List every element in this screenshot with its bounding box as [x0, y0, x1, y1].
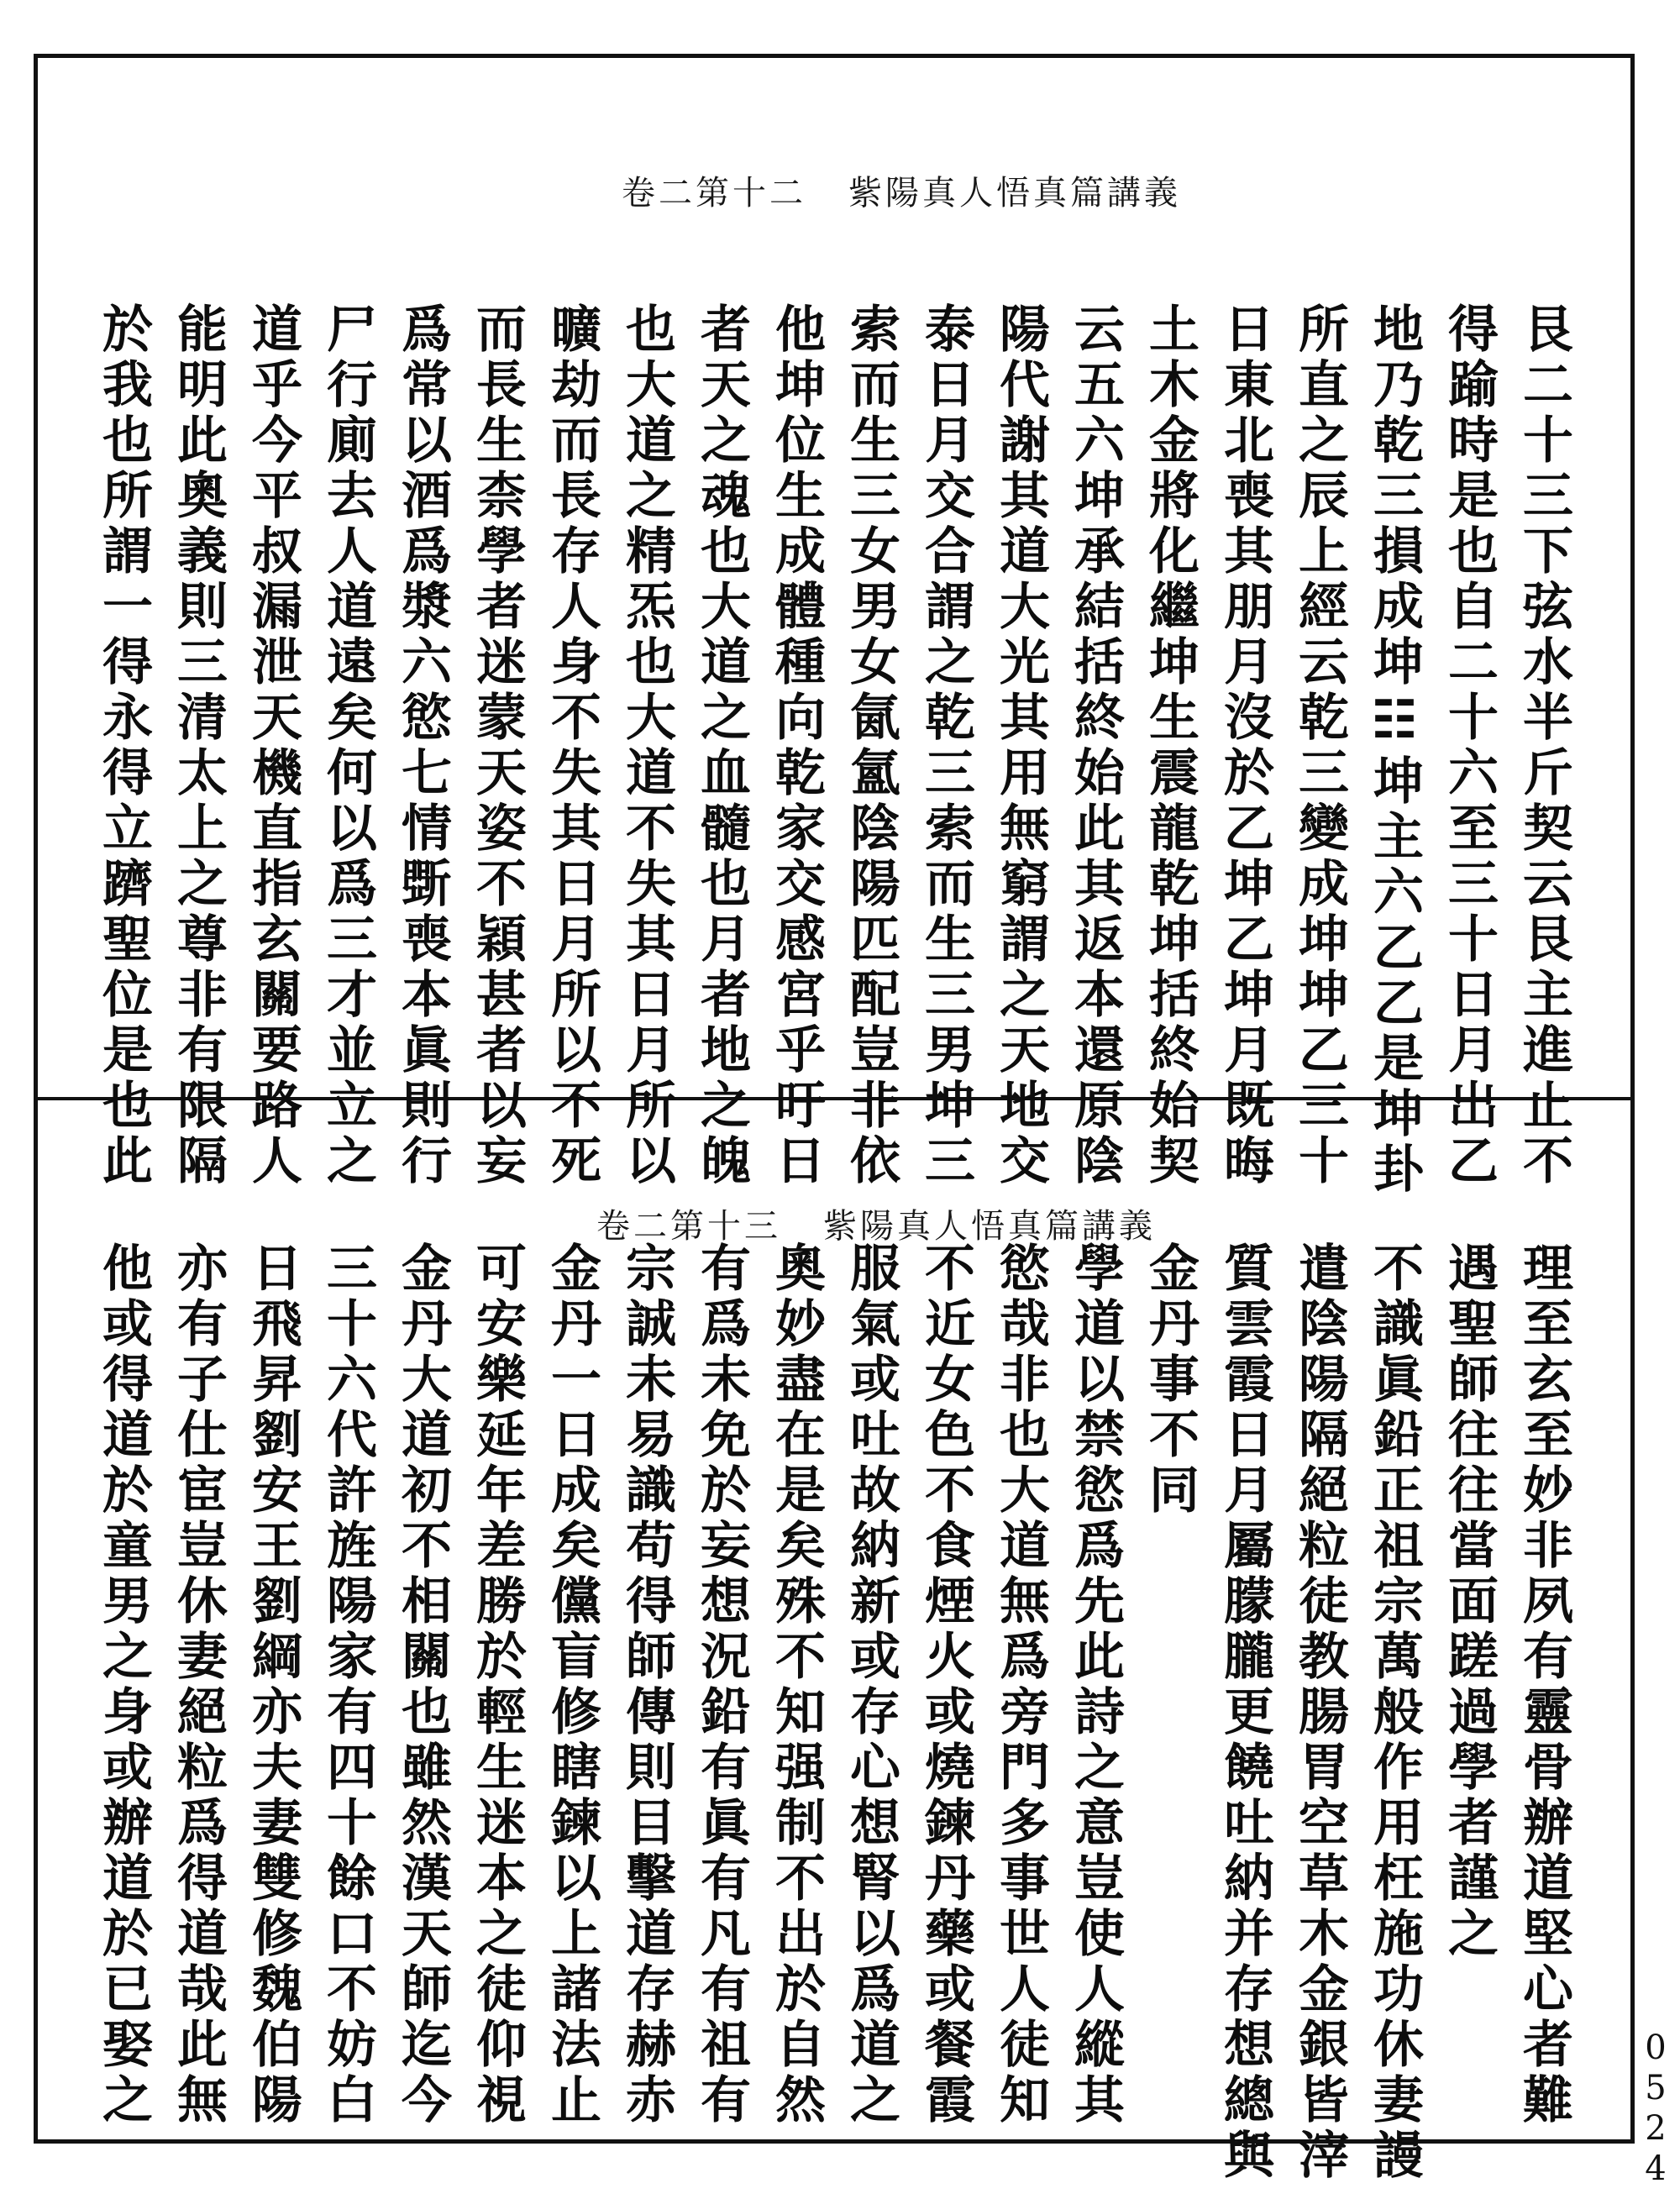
- text-column: 不識眞鉛正祖宗萬般作用枉施功休妻謾: [1365, 1241, 1424, 2184]
- text-column: 云五六坤承結括終始此其返本還原陰: [1066, 302, 1125, 1189]
- page-number: 0524: [1636, 2028, 1675, 2190]
- text-column: 而長生柰學者迷蒙天姿不穎甚者以妄: [468, 302, 527, 1189]
- text-column: 金丹大道初不相關也雖然漢天師迄今: [393, 1241, 452, 2128]
- text-column: 艮二十三下弦水半斤契云艮主進止不: [1515, 302, 1573, 1189]
- text-column: 奧妙盡在是矣殊不知强制不出於自然: [767, 1241, 826, 2128]
- text-column: 道乎今平叔漏泄天機直指玄關要路人: [244, 302, 302, 1189]
- text-column: 也大道之精炁也大道不失其日月所以: [617, 302, 676, 1189]
- bottom-header-title: 紫陽真人悟真篇講義: [823, 1207, 1156, 1246]
- text-column: 不近女色不食煙火或燒鍊丹藥或餐霞: [916, 1241, 975, 2128]
- text-column: 陽代謝其道大光其用無窮謂之天地交: [991, 302, 1050, 1189]
- text-column: 理至玄至妙非夙有靈骨辦道堅心者難: [1515, 1241, 1573, 2128]
- text-column: 者天之魂也大道之血髓也月者地之魄: [692, 302, 751, 1189]
- text-column: 金丹一日成矣儻盲修瞎鍊以上諸法止: [543, 1241, 601, 2128]
- text-column: 日東北喪其朋月沒於乙坤乙坤月既晦: [1215, 302, 1274, 1189]
- text-column: 尸行廁去人道遠矣何以爲三才並立之: [318, 302, 377, 1189]
- text-column: 於我也所謂一得永得立躋聖位是也此: [94, 302, 153, 1189]
- text-column: 日飛昇劉安王劉綱亦夫妻雙修魏伯陽: [244, 1241, 302, 2128]
- text-column: 他坤位生成體種向乾家交感宮乎吁日: [767, 302, 826, 1189]
- text-column: 可安樂延年差勝於輕生迷本之徒仰視: [468, 1241, 527, 2128]
- top-header-title: 紫陽真人悟真篇講義: [848, 174, 1181, 213]
- text-column: 得踰時是也自二十六至三十日月出乙: [1440, 302, 1499, 1189]
- text-column: 金丹事不同: [1141, 1241, 1200, 1519]
- text-column: 亦有子仕宦豈休妻絕粒爲得道哉此無: [169, 1241, 228, 2128]
- text-column: 能明此奧義則三清太上之尊非有限隔: [169, 302, 228, 1189]
- bottom-header: [596, 1199, 1156, 1247]
- text-column: 地乃乾三損成坤☷坤主六乙乙是坤卦: [1365, 302, 1424, 1198]
- text-column: 質雲霞日月屬朦朧更饒吐納并存想總與: [1215, 1241, 1274, 2184]
- text-column: 索而生三女男女氤氳陰陽匹配豈非依: [842, 302, 900, 1189]
- bottom-header-volume: 卷二第十三: [596, 1207, 781, 1246]
- text-column: 曠劫而長存人身不失其日月所以不死: [543, 302, 601, 1189]
- text-column: 所直之辰上經云乾三變成坤坤乙三十: [1290, 302, 1349, 1189]
- text-column: 土木金將化繼坤生震龍乾坤括終始契: [1141, 302, 1200, 1189]
- text-column: 遇聖師往往當面蹉過學者謹之: [1440, 1241, 1499, 1962]
- text-column: 爲常以酒爲漿六慾七情斲喪本眞則行: [393, 302, 452, 1189]
- text-column: 遣陰陽隔絕粒徒教腸胃空草木金銀皆滓: [1290, 1241, 1349, 2184]
- top-header: [622, 166, 1181, 214]
- text-column: 服氣或吐故納新或存心想腎以爲道之: [842, 1241, 900, 2128]
- top-header-volume: 卷二第十二: [622, 174, 806, 213]
- text-column: 有爲未免於妄想況鉛有眞有凡有祖有: [692, 1241, 751, 2128]
- text-column: 三十六代許旌陽家有四十餘口不妨白: [318, 1241, 377, 2128]
- text-column: 宗誠未易識苟得師傳則目擊道存赫赤: [617, 1241, 676, 2128]
- text-column: 泰日月交合謂之乾三索而生三男坤三: [916, 302, 975, 1189]
- text-column: 慾哉非也大道無爲旁門多事世人徒知: [991, 1241, 1050, 2128]
- text-column: 他或得道於童男之身或辦道於已娶之: [94, 1241, 153, 2128]
- text-column: 學道以禁慾爲先此詩之意豈使人縱其: [1066, 1241, 1125, 2128]
